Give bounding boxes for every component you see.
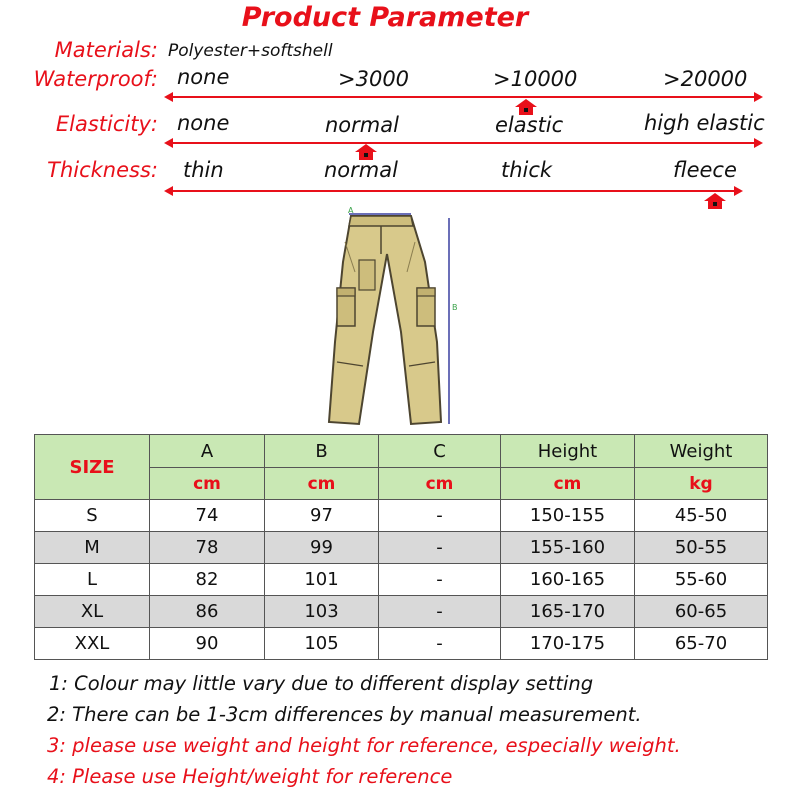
column-header: Weight xyxy=(635,435,768,468)
materials-value: Polyester+softshell xyxy=(168,41,333,61)
elasticity-option-elastic: elastic xyxy=(495,113,564,137)
waterproof-label: Waterproof: xyxy=(33,67,158,91)
note-1: 1: Colour may little vary due to different display setting xyxy=(49,672,594,695)
table-cell: 155-160 xyxy=(501,532,635,564)
waterproof-option-none: none xyxy=(177,65,230,89)
selected-marker-icon xyxy=(704,193,726,209)
note-2: 2: There can be 1-3cm differences by manual measurement. xyxy=(47,703,642,726)
unit-cell: cm xyxy=(501,468,635,500)
table-header-row xyxy=(35,435,768,468)
table-cell: 105 xyxy=(265,628,379,660)
unit-cell: cm xyxy=(265,468,379,500)
size-header: SIZE xyxy=(35,435,150,500)
column-header: B xyxy=(265,435,379,468)
table-cell: - xyxy=(379,596,501,628)
table-cell: 170-175 xyxy=(501,628,635,660)
elasticity-option-high-elastic: high elastic xyxy=(644,111,765,135)
elasticity-label: Elasticity: xyxy=(55,112,158,136)
thickness-option-thick: thick xyxy=(501,158,553,182)
table-cell: XL xyxy=(35,596,150,628)
table-cell: M xyxy=(35,532,150,564)
unit-cell: kg xyxy=(635,468,768,500)
table-cell: 97 xyxy=(265,500,379,532)
table-row xyxy=(35,564,768,596)
table-cell: 160-165 xyxy=(501,564,635,596)
size-table xyxy=(34,434,768,660)
waterproof-option-20000: >20000 xyxy=(663,67,748,91)
thickness-option-fleece: fleece xyxy=(673,158,737,182)
note-4: 4: Please use Height/weight for reference xyxy=(47,765,453,788)
elasticity-option-none: none xyxy=(177,111,230,135)
table-cell: - xyxy=(379,532,501,564)
measure-label-a: A xyxy=(348,206,354,215)
pants-diagram xyxy=(315,202,475,428)
table-cell: 65-70 xyxy=(635,628,768,660)
table-cell: 50-55 xyxy=(635,532,768,564)
thickness-option-thin: thin xyxy=(183,158,224,182)
unit-cell: cm xyxy=(150,468,265,500)
scale-arrow-right-icon xyxy=(734,186,743,196)
unit-cell: cm xyxy=(379,468,501,500)
waterproof-option-10000: >10000 xyxy=(493,67,578,91)
table-cell: L xyxy=(35,564,150,596)
column-header: A xyxy=(150,435,265,468)
table-cell: 101 xyxy=(265,564,379,596)
table-row xyxy=(35,628,768,660)
table-cell: S xyxy=(35,500,150,532)
waterproof-option-3000: >3000 xyxy=(338,67,410,91)
column-header: C xyxy=(379,435,501,468)
measure-label-b: B xyxy=(452,303,458,312)
thickness-label: Thickness: xyxy=(47,158,158,182)
materials-label: Materials: xyxy=(54,38,158,62)
table-cell: 103 xyxy=(265,596,379,628)
table-cell: 82 xyxy=(150,564,265,596)
table-cell: 55-60 xyxy=(635,564,768,596)
thickness-option-normal: normal xyxy=(324,158,398,182)
table-cell: - xyxy=(379,564,501,596)
elasticity-option-normal: normal xyxy=(325,113,399,137)
note-3: 3: please use weight and height for reference, especially weight. xyxy=(47,734,681,757)
table-cell: 99 xyxy=(265,532,379,564)
table-cell: 60-65 xyxy=(635,596,768,628)
table-cell: - xyxy=(379,628,501,660)
table-cell: XXL xyxy=(35,628,150,660)
table-row xyxy=(35,596,768,628)
table-row xyxy=(35,532,768,564)
table-cell: 74 xyxy=(150,500,265,532)
table-cell: 86 xyxy=(150,596,265,628)
scale-line xyxy=(172,190,735,192)
column-header: Height xyxy=(501,435,635,468)
scale-line xyxy=(172,96,755,98)
table-row xyxy=(35,500,768,532)
table-cell: 45-50 xyxy=(635,500,768,532)
table-cell: 90 xyxy=(150,628,265,660)
table-cell: 150-155 xyxy=(501,500,635,532)
page-title: Product Parameter xyxy=(241,2,529,33)
table-cell: - xyxy=(379,500,501,532)
table-cell: 165-170 xyxy=(501,596,635,628)
table-cell: 78 xyxy=(150,532,265,564)
scale-arrow-right-icon xyxy=(754,92,763,102)
scale-line xyxy=(172,142,755,144)
scale-arrow-right-icon xyxy=(754,138,763,148)
